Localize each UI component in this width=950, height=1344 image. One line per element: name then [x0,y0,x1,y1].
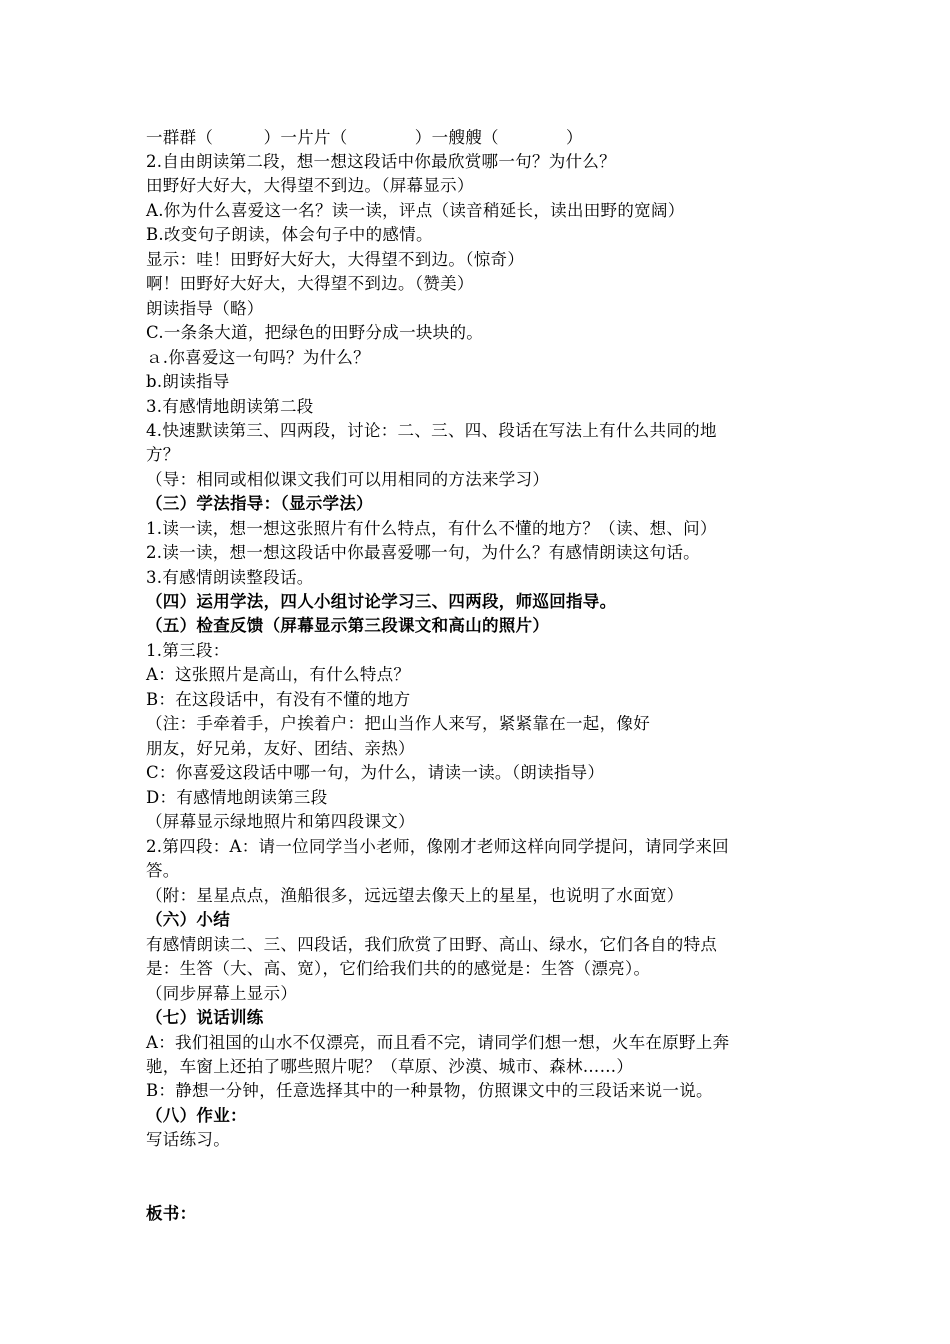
text-line: （注：手牵着手，户挨着户：把山当作人来写，紧紧靠在一起，像好 [146,714,650,733]
section-heading: （八）作业： [146,1106,247,1125]
text-line: B：在这段话中，有没有不懂的地方 [146,690,411,709]
text-line: （导：相同或相似课文我们可以用相同的方法来学习） [146,470,550,489]
text-line: ａ.你喜爱这一句吗？为什么？ [146,348,370,367]
text-line: 啊！田野好大好大，大得望不到边。（赞美） [146,274,474,293]
text-line: b.朗读指导 [146,372,230,391]
text-line: 田野好大好大，大得望不到边。（屏幕显示） [146,176,474,195]
text-line: 显示：哇！田野好大好大，大得望不到边。（惊奇） [146,250,525,269]
text-line: A.你为什么喜爱这一名？读一读，评点（读音稍延长，读出田野的宽阔） [146,201,685,220]
text-line: 一群群（ ）一片片（ ）一艘艘（ ） [146,128,583,147]
text-line: （屏幕显示绿地照片和第四段课文） [146,812,415,831]
text-line: 3.有感情地朗读第二段 [146,397,314,416]
text-line: 写话练习。 [146,1130,230,1149]
text-line: （附：星星点点，渔船很多，远远望去像天上的星星，也说明了水面宽） [146,886,684,905]
text-line: D：有感情地朗读第三段 [146,788,328,807]
text-line: 2.读一读，想一想这段话中你最喜爱哪一句，为什么？有感情朗读这句话。 [146,543,700,562]
text-line: 方？ [146,445,180,464]
text-line: （同步屏幕上显示） [146,984,298,1003]
text-line: 朋友，好兄弟，友好、团结、亲热） [146,739,415,758]
text-line: 朗读指导（略） [146,299,264,318]
section-heading: 板书： [146,1204,197,1223]
text-line: 2.自由朗读第二段，想一想这段话中你最欣赏哪一句？为什么？ [146,152,616,171]
text-line: C.一条条大道，把绿色的田野分成一块块的。 [146,323,484,342]
section-heading: （四）运用学法，四人小组讨论学习三、四两段，师巡回指导。 [146,592,617,611]
section-heading: （三）学法指导：（显示学法） [146,494,373,513]
text-line: A：我们祖国的山水不仅漂亮，而且看不完，请同学们想一想，火车在原野上奔 [146,1033,730,1052]
text-line: C：你喜爱这段话中哪一句，为什么，请读一读。（朗读指导） [146,763,605,782]
text-line: 3.有感情朗读整段话。 [146,568,314,587]
text-line: A：这张照片是高山，有什么特点？ [146,665,411,684]
text-line: 驰，车窗上还拍了哪些照片呢？（草原、沙漠、城市、森林……） [146,1057,634,1076]
section-heading: （六）小结 [146,910,230,929]
text-line: 1.读一读，想一想这张照片有什么特点，有什么不懂的地方？（读、想、问） [146,519,717,538]
text-line: 有感情朗读二、三、四段话，我们欣赏了田野、高山、绿水，它们各自的特点 [146,935,718,954]
section-heading: （七）说话训练 [146,1008,264,1027]
text-line: B：静想一分钟，任意选择其中的一种景物，仿照课文中的三段话来说一说。 [146,1081,713,1100]
text-line: 1.第三段： [146,641,230,660]
text-line: 答。 [146,861,180,880]
text-line: 4.快速默读第三、四两段，讨论：二、三、四、段话在写法上有什么共同的地 [146,421,717,440]
text-line: 2.第四段：A：请一位同学当小老师，像刚才老师这样向同学提问，请同学来回 [146,837,729,856]
text-line: B.改变句子朗读，体会句子中的感情。 [146,225,433,244]
text-line: 是：生答（大、高、宽），它们给我们共的的感觉是：生答（漂亮）。 [146,959,651,978]
section-heading: （五）检查反馈（屏幕显示第三段课文和高山的照片） [146,616,550,635]
